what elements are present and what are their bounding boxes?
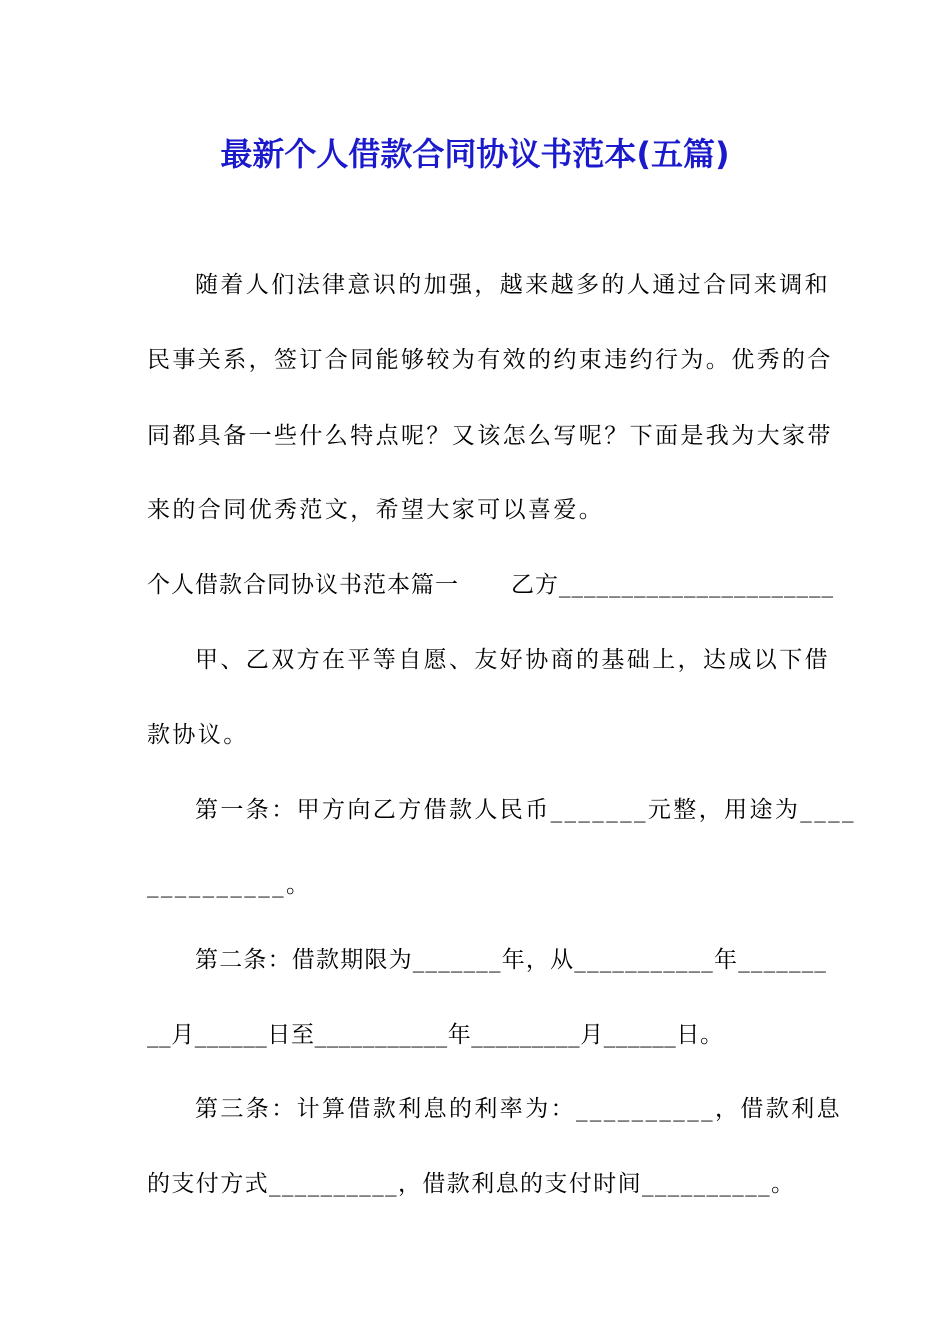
section-heading-row xyxy=(147,568,834,602)
article1-line-1: 第一条：甲方向乙方借款人民币_______元整，用途为____ xyxy=(195,797,856,823)
intro-line-3: 同都具备一些什么特点呢？又该怎么写呢？下面是我为大家带 xyxy=(147,423,833,449)
intro-line-2: 民事关系，签订合同能够较为有效的约束违约行为。优秀的合 xyxy=(147,347,833,373)
party-b-field: 乙方______________________ xyxy=(511,572,834,598)
article3-line-1: 第三条：计算借款利息的利率为：__________，借款利息 xyxy=(195,1096,842,1122)
article2-line-2: __月______日至___________年_________月______日。 xyxy=(147,1022,724,1048)
intro-line-4: 来的合同优秀范文，希望大家可以喜爱。 xyxy=(147,497,605,523)
para1-line-1: 甲、乙双方在平等自愿、友好协商的基础上，达成以下借 xyxy=(195,647,830,673)
document-title: 最新个人借款合同协议书范本(五篇) xyxy=(220,135,730,173)
article2-line-1: 第二条：借款期限为_______年，从___________年_______ xyxy=(195,947,828,973)
intro-line-1: 随着人们法律意识的加强，越来越多的人通过合同来调和 xyxy=(195,272,830,298)
article1-line-2: __________。 xyxy=(147,872,312,898)
article3-line-2: 的支付方式__________，借款利息的支付时间__________。 xyxy=(147,1171,796,1197)
section-heading: 个人借款合同协议书范本篇一 xyxy=(147,572,459,598)
para1-line-2: 款协议。 xyxy=(147,722,249,748)
